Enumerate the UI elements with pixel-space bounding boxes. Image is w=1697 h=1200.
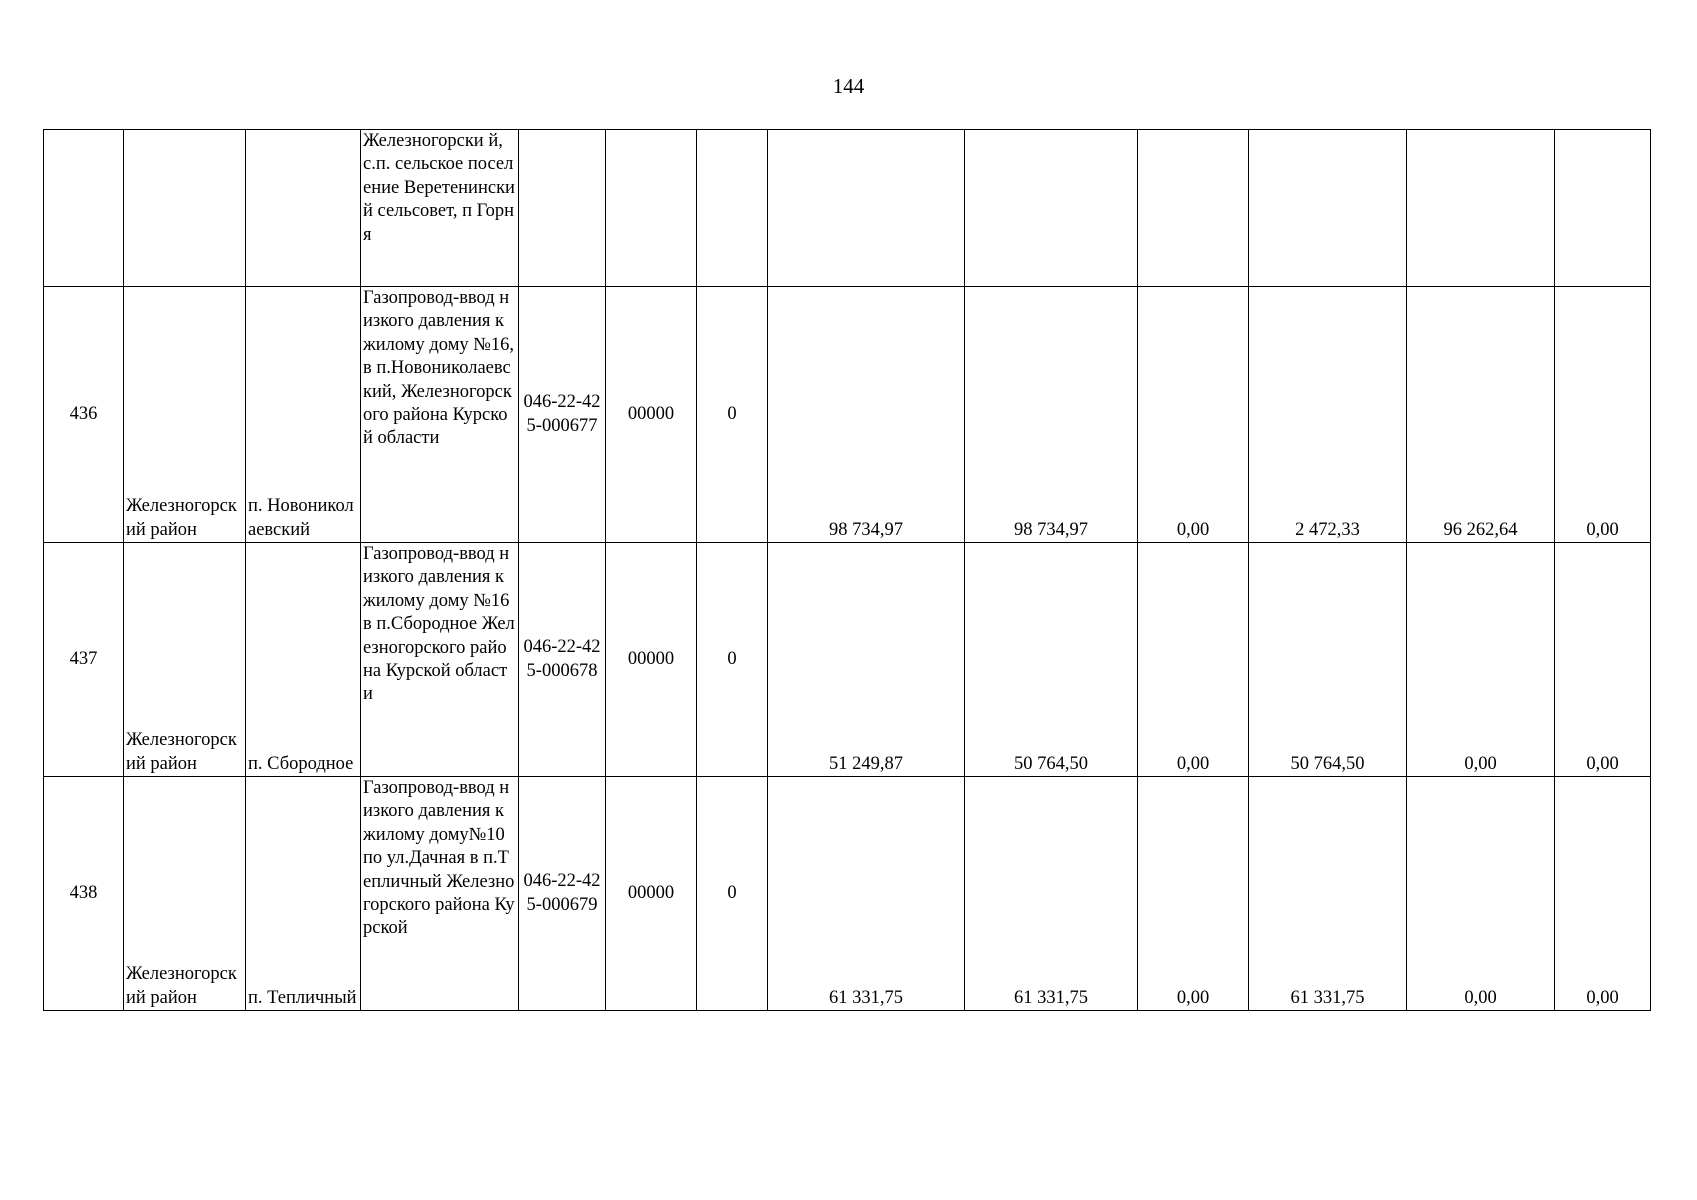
registry-code-cell: 046-22-425-000678 [519,543,606,777]
code-suffix-cell: 00000 [606,543,697,777]
district-cell: Железногорский район [124,777,246,1011]
locality-cell: п. Тепличный [246,777,361,1011]
registry-code-cell: 046-22-425-000677 [519,287,606,543]
object-description-cell: Газопровод-ввод низкого давления к жилому дому№10 по ул.Дачная в п.Тепличный Железногорского района Курской [361,777,519,1011]
district-cell: Железногорский район [124,287,246,543]
value-cell-1 [768,130,965,287]
zero-cell: 0 [697,543,768,777]
district-cell [124,130,246,287]
value-cell-1: 51 249,87 [768,543,965,777]
row-number: 438 [44,777,124,1011]
locality-cell [246,130,361,287]
value-cell-4 [1249,130,1407,287]
value-cell-4: 61 331,75 [1249,777,1407,1011]
locality-cell: п. Сбородное [246,543,361,777]
code-suffix-cell: 00000 [606,777,697,1011]
value-cell-3: 0,00 [1138,543,1249,777]
registry-code-cell [519,130,606,287]
value-cell-5: 96 262,64 [1407,287,1555,543]
value-cell-4: 50 764,50 [1249,543,1407,777]
object-description-cell: Газопровод-ввод низкого давления к жилому дому №16, в п.Новониколаевский, Железногорского района Курской области [361,287,519,543]
code-suffix-cell [606,130,697,287]
value-cell-3: 0,00 [1138,287,1249,543]
table-row [44,777,1651,1011]
table-row [44,543,1651,777]
value-cell-3: 0,00 [1138,777,1249,1011]
value-cell-5: 0,00 [1407,543,1555,777]
value-cell-1: 61 331,75 [768,777,965,1011]
zero-cell: 0 [697,287,768,543]
district-cell: Железногорский район [124,543,246,777]
value-cell-6: 0,00 [1555,287,1651,543]
registry-code-cell: 046-22-425-000679 [519,777,606,1011]
value-cell-5: 0,00 [1407,777,1555,1011]
value-cell-2: 50 764,50 [965,543,1138,777]
table-row [44,287,1651,543]
code-suffix-cell: 00000 [606,287,697,543]
value-cell-2: 98 734,97 [965,287,1138,543]
row-number [44,130,124,287]
page-number: 144 [832,74,865,98]
value-cell-4: 2 472,33 [1249,287,1407,543]
object-description-cell: Железногорски й, с.п. сельское поселение Веретенинский сельсовет, п Горня [361,130,519,287]
row-number: 436 [44,287,124,543]
value-cell-1: 98 734,97 [768,287,965,543]
zero-cell: 0 [697,777,768,1011]
zero-cell [697,130,768,287]
value-cell-6: 0,00 [1555,543,1651,777]
locality-cell: п. Новониколаевский [246,287,361,543]
value-cell-2 [965,130,1138,287]
row-number: 437 [44,543,124,777]
registry-table [43,129,1651,1011]
value-cell-6: 0,00 [1555,777,1651,1011]
value-cell-6 [1555,130,1651,287]
table-row [44,130,1651,287]
object-description-cell: Газопровод-ввод низкого давления к жилому дому №16 в п.Сбородное Железногорского района Курской области [361,543,519,777]
value-cell-3 [1138,130,1249,287]
value-cell-2: 61 331,75 [965,777,1138,1011]
value-cell-5 [1407,130,1555,287]
